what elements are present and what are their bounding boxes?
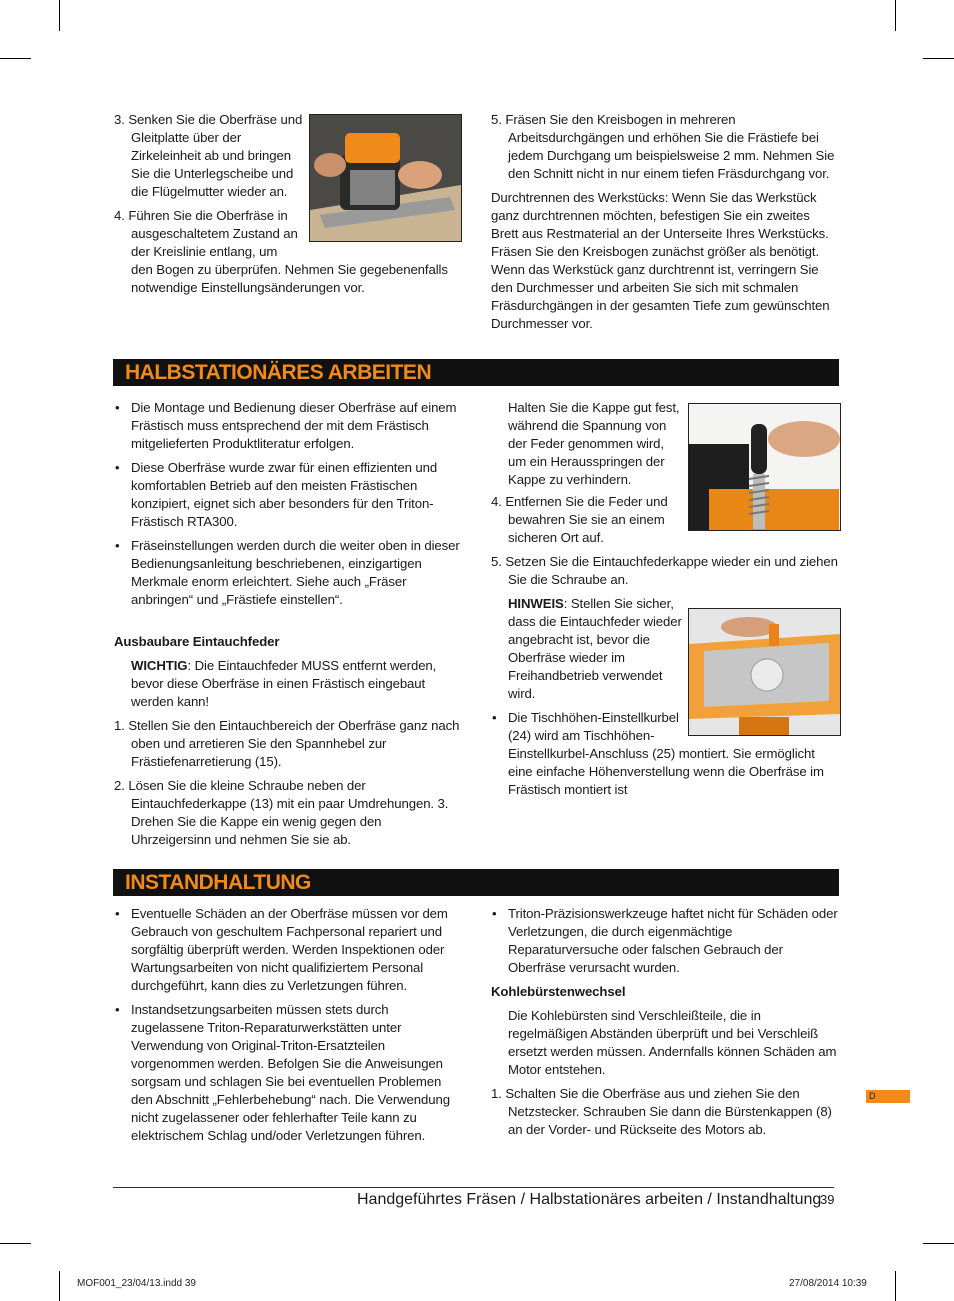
footer-title: Handgeführtes Fräsen / Halbstationäres arbeiten / Instandhaltung (357, 1191, 822, 1208)
step-4-text: 4. Führen Sie die Oberfräse in ausgeschaltetem Zustand an der Kreislinie entlang, um (114, 208, 298, 259)
brush-text: Die Kohlebürsten sind Verschleißteile, die in regelmäßigen Abständen überprüft und bei Verschleiß ersetzt werden müssen. Andernfalls können Schäden am Motor entstehen. (508, 1008, 837, 1077)
step-4-remove-spring: 4. Entfernen Sie die Feder und bewahren Sie sie an einem sicheren Ort auf. (491, 494, 668, 545)
slug-date-info: 27/08/2014 10:39 (789, 1278, 867, 1289)
list-item: • Die Montage und Bedienung dieser Oberfräse auf einem Frästisch muss entsprechend der mit dem Frästisch mitgelieferten Produktliteratur erfolgen. (114, 399, 464, 453)
router-circle-cutting-photo (309, 114, 462, 242)
cutting-through-text: Durchtrennen des Werkstücks: Wenn Sie das Werkstück ganz durchtrennen möchten, befestigen Sie ein zweites Brett aus Restmaterial an der Unterseite Ihres Werkstücks. Fräsen Sie den Kreisbogen zunächst größer als benötigt. Wenn das Werkstück ganz durchtrennt ist, verringern Sie den Durchmesser und arbeiten Sie sich mit schmalen Fräsdurchgängen in der gesamten Tiefe zum gewünschten Durchmesser vor. (491, 190, 830, 331)
crop-mark (0, 58, 31, 59)
subheading-kohlebuersten: Kohlebürstenwechsel (491, 984, 626, 999)
language-tab: D (866, 1090, 910, 1103)
wichtig-text: : Die Eintauchfeder MUSS entfernt werden, bevor diese Oberfräse in einen Frästisch eingebaut werden kann! (131, 658, 437, 709)
plunge-spring-photo (688, 403, 841, 531)
footer-rule (113, 1187, 834, 1188)
crop-mark (923, 1243, 954, 1244)
crop-mark (895, 0, 896, 31)
step-4-continued: den Bogen zu überprüfen. Nehmen Sie gegebenenfalls notwendige Einstellungsänderungen vor. (131, 262, 448, 295)
step-1-text: 1. Stellen Sie den Eintauchbereich der Oberfräse ganz nach oben und arretieren Sie den Spannhebel zur Frästiefenarretierung (15). (114, 718, 460, 769)
step-5-refit-cap: 5. Setzen Sie die Eintauchfederkappe wieder ein und ziehen Sie die Schraube an. (491, 554, 838, 587)
list-item: • Triton-Präzisionswerkzeuge haftet nicht für Schäden oder Verletzungen, die durch eigenmächtige Reparaturversuche oder falschen Gebrauch der Oberfräse verursacht wurden. (491, 905, 839, 977)
page-number: 39 (820, 1192, 835, 1207)
step-5-text: 5. Fräsen Sie den Kreisbogen in mehreren Arbeitsdurchgängen und erhöhen Sie die Frästiefe bei jedem Durchgang um beispielsweise 2 mm. Nehmen Sie den Schnitt nicht in nur einem tiefen Fräsdurchgang vor. (491, 112, 835, 181)
section2-left-column (114, 905, 464, 1151)
crank-text: • Die Tischhöhen-Einstellkurbel (24) wird am Tischhöhen- (508, 710, 679, 743)
section2-right-column (491, 905, 839, 1145)
list-item: • Instandsetzungsarbeiten müssen stets durch zugelassene Triton-Reparaturwerkstätten unter Verwendung von Original-Triton-Ersatzteilen vorgenommen werden. Befolgen Sie die Anweisungen sorgsam und schlagen Sie bei eventuellen Problemen den Abschnitt „Fehlerbehebung“ nach. Die Verwendung nicht zugelassener oder fehlerhafter Teile kann zu elektrischem Schlag und/oder Verletzungen führen. (114, 1001, 464, 1145)
list-item: • Eventuelle Schäden an der Oberfräse müssen vor dem Gebrauch von geschultem Fachpersonal repariert und sorgfältig überprüft werden. Werden Inspektionen oder Wartungsarbeiten von nicht qualifiziertem Personal durchgeführt, kann dies zu Verletzungen führen. (114, 905, 464, 995)
table-crank-photo (688, 608, 841, 736)
slug-file-info: MOF001_23/04/13.indd 39 (77, 1278, 196, 1289)
wichtig-label: WICHTIG (131, 658, 188, 673)
step-2-text: 2. Lösen Sie die kleine Schraube neben der Eintauchfederkappe (13) mit ein paar Umdrehungen. 3. Drehen Sie die Kappe ein wenig gegen den Uhrzeigersinn und nehmen Sie sie ab. (114, 778, 449, 847)
step-1-unplug: 1. Schalten Sie die Oberfräse aus und ziehen Sie den Netzstecker. Schrauben Sie dann die Bürstenkappen (8) an der Vorder- und Rückseite des Motors ab. (491, 1086, 832, 1137)
top-right-column (491, 111, 839, 339)
section-banner-halbstationaer: HALBSTATIONÄRES ARBEITEN (113, 359, 839, 386)
hold-cap-text: Halten Sie die Kappe gut fest, während die Spannung von der Feder genommen wird, um ein Herausspringen der Kappe zu verhindern. (508, 400, 680, 487)
hinweis-note (491, 595, 684, 703)
crop-mark (59, 0, 60, 31)
section1-left-column (114, 399, 464, 855)
crop-mark (895, 1271, 896, 1301)
list-item: • Diese Oberfräse wurde zwar für einen effizienten und komfortablen Betrieb auf den meisten Frästischen konzipiert, eignet sich aber besonders für den Triton-Frästisch RTA300. (114, 459, 464, 531)
section-banner-instandhaltung: INSTANDHALTUNG (113, 869, 839, 896)
crop-mark (0, 1243, 31, 1244)
crop-mark (923, 58, 954, 59)
wichtig-note (114, 657, 464, 711)
hinweis-label: HINWEIS (508, 596, 564, 611)
subheading-eintauchfeder: Ausbaubare Eintauchfeder (114, 634, 280, 649)
hinweis-text: : Stellen Sie sicher, dass die Eintauchfeder wieder angebracht ist, bevor die Oberfräse wieder im Freihandbetrieb verwendet wird. (508, 596, 682, 701)
step-3-text: 3. Senken Sie die Oberfräse und Gleitplatte über der Zirkeleinheit ab und bringen Sie die Unterlegscheibe und die Flügelmutter wieder an. (114, 112, 303, 199)
list-item: • Fräseinstellungen werden durch die weiter oben in dieser Bedienungsanleitung beschriebenen, einzigartigen Merkmale enorm erleichtert. Siehe auch „Fräser anbringen“ und „Frästiefe einstellen“. (114, 537, 464, 609)
crop-mark (59, 1271, 60, 1301)
crank-text-continued: Einstellkurbel-Anschluss (25) montiert. Sie ermöglicht eine einfache Höhenverstellung wenn die Oberfräse im Frästisch montiert ist (508, 746, 824, 797)
